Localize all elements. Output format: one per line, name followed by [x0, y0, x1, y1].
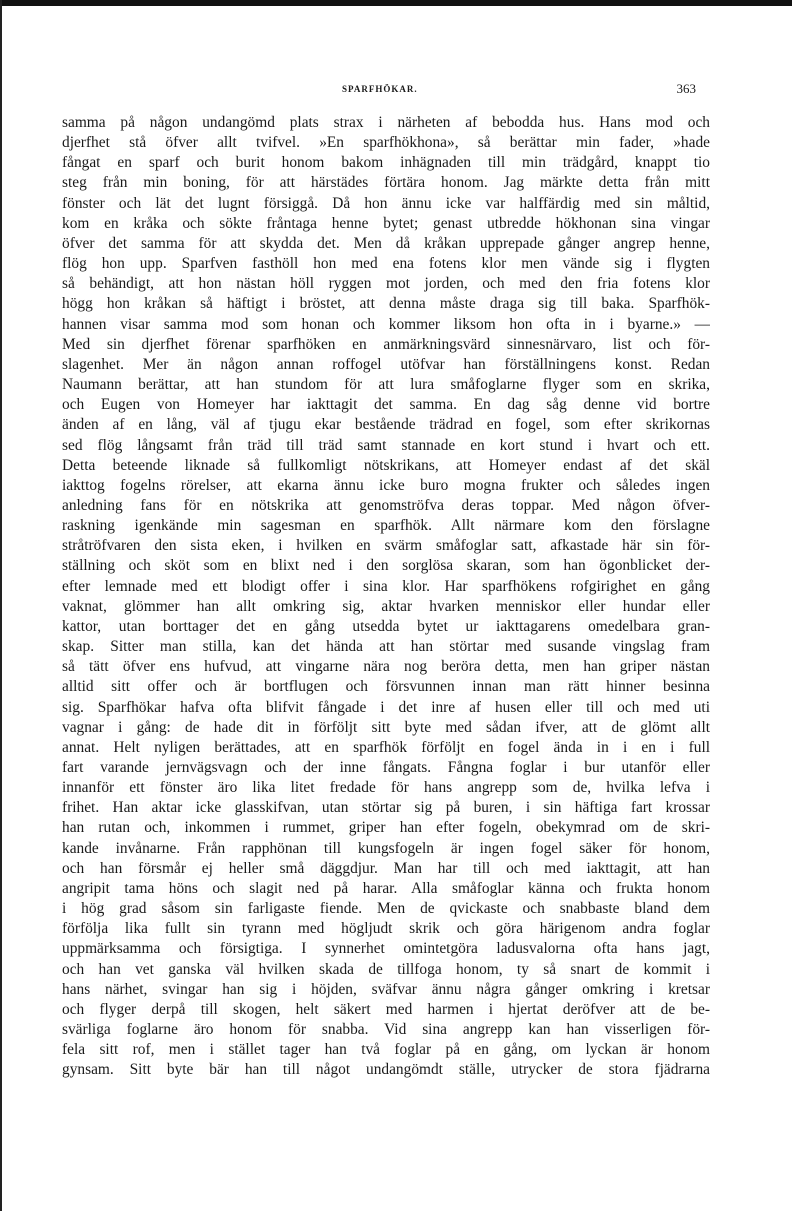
text-line: sed flög långsamt från träd till träd samt stannade en kort stund i hvart och ett.	[62, 436, 710, 454]
text-line: änden af en lång, väl af tjugu ekar bestående trädrad en fogel, som efter skrikornas	[62, 416, 710, 434]
text-line: kom en kråka och sökte fråntaga henne bytet; genast utbredde hökhonan sina vingar	[62, 214, 710, 232]
text-line: vaknat, glömmer han allt omkring sig, aktar hvarken menniskor eller hundar eller	[62, 597, 710, 615]
text-line: och han vet ganska väl hvilken skada de tillfoga honom, ty så snart de kommit i	[62, 960, 710, 978]
text-line: slagenhet. Mer än någon annan roffogel utöfvar han förställningens konst. Redan	[62, 355, 710, 373]
text-line: ställning och sköt som en blixt ned i den sorglösa skaran, som han ögonblicket der-	[62, 557, 710, 575]
text-line: gynsam. Sitt byte bär han till något undangömdt ställe, utrycker de stora fjädrarna	[62, 1061, 710, 1079]
text-line: anledning fans för en nötskrika att genomströfva deras toppar. Med någon öfver-	[62, 496, 710, 514]
page-number: 363	[676, 81, 696, 96]
text-line: vagnar i gång: de hade dit in förföljt sitt byte med sådan ifver, att de glömt allt	[62, 718, 710, 736]
text-line: steg från min boning, för att härstädes förtära honom. Jag märkte detta från mitt	[62, 174, 710, 192]
text-line: samma på någon undangömd plats strax i närheten af bebodda hus. Hans mod och	[62, 114, 710, 131]
text-line: fångat en sparf och burit honom bakom inhägnaden till min trädgård, knappt tio	[62, 154, 710, 172]
text-line: och han försmår ej heller små däggdjur. Man har till och med iakttagit, att han	[62, 859, 710, 877]
text-line: och flyger derpå till skogen, helt säkert med harmen i hjertat deröfver att de be-	[62, 1000, 710, 1018]
scan-left-edge	[0, 0, 2, 1211]
text-line: högg hon kråkan så häftigt i bröstet, att denna måste draga sig till baka. Sparfhök-	[62, 295, 710, 313]
text-line: fela sitt rof, men i stället tager han två foglar på en gång, om lyckan är honom	[62, 1041, 710, 1059]
text-line: kande invånarne. Från rapphönan till kungsfogeln är ingen fogel säker för honom,	[62, 839, 710, 857]
text-line: förfölja lika fullt sin tyrann med högljudt skrik och göra härigenom andra foglar	[62, 920, 710, 938]
text-line: sig. Sparfhökar hafva ofta blifvit fångade i det inre af husen eller till och med uti	[62, 698, 710, 716]
text-line: djerfhet stå öfver allt tvifvel. »En sparfhökhona», så berättar min fader, »hade	[62, 134, 710, 152]
text-line: stråtröfvaren den sista eken, i hvilken en svärm småfoglar satt, afkastade här sin för-	[62, 537, 710, 555]
text-line: Detta beteende liknade så fullkomligt nötskrikans, att Homeyer endast af det skäl	[62, 456, 710, 474]
text-line: uppmärksamma och försigtiga. I synnerhet omintetgöra ladusvalorna ofta hans jagt,	[62, 940, 710, 958]
text-line: svärliga foglarne äro honom för snabba. Vid sina angrepp kan han visserligen för-	[62, 1021, 710, 1039]
text-line: Naumann berättar, att han stundom för att lura småfoglarne flyger som en skrika,	[62, 376, 710, 394]
text-line: flög hon upp. Sparfven fasthöll hon med ena fotens klor men vände sig i flygten	[62, 255, 710, 273]
text-line: och Eugen von Homeyer har iakttagit det samma. En dag såg denne vid bortre	[62, 396, 710, 414]
text-line: kattor, utan borttager det en gång utsedda bytet ur iakttagarens omedelbara gran-	[62, 617, 710, 635]
body-text	[62, 113, 710, 1081]
running-title: SPARFHÖKAR.	[342, 84, 418, 94]
text-line: iakttog fogelns rörelser, att ekarna ännu icke buro mogna frukter och således ingen	[62, 476, 710, 494]
text-line: så tätt öfver ens hufvud, att vingarne nära nog beröra detta, men han griper nästan	[62, 658, 710, 676]
text-line: hannen visar samma mod som honan och kommer liksom hon ofta in i byarne.» —	[62, 315, 710, 333]
text-line: han rutan och, inkommen i rummet, griper han efter fogeln, obekymrad om de skri-	[62, 819, 710, 837]
text-line: i hög grad såsom sin farligaste fiende. Men de qvickaste och snabbaste bland dem	[62, 900, 710, 918]
text-line: hans närhet, svingar han sig i höjden, sväfvar ännu några gånger omkring i kretsar	[62, 980, 710, 998]
scan-top-edge	[0, 0, 792, 6]
text-line: fart varande jernvägsvagn och der inne fångats. Fångna foglar i bur utanför eller	[62, 759, 710, 776]
text-line: annat. Helt nyligen berättades, att en sparfhök förföljt en fogel ända in i en i full	[62, 738, 710, 756]
text-line: så behändigt, att hon nästan höll ryggen mot jorden, och med den fria fotens klor	[62, 275, 710, 293]
text-line: fönster och lät det lugnt försiggå. Då hon ännu icke var halffärdig med sin måltid,	[62, 194, 710, 212]
text-line: Med sin djerfhet förenar sparfhöken en anmärkningsvärd sinnesnärvaro, list och för-	[62, 335, 710, 353]
text-line: skap. Sitter man stilla, kan det hända att han störtar med susande vingslag fram	[62, 638, 710, 656]
text-line: alltid sitt offer och är bortflugen och försvunnen innan man rätt hinner besinna	[62, 678, 710, 696]
text-line: öfver det samma för att skydda det. Men då kråkan upprepade gånger angrep henne,	[62, 234, 710, 252]
text-line: angripit tama höns och slagit ned på harar. Alla småfoglar känna och frukta honom	[62, 879, 710, 897]
text-line: raskning igenkände min sagesman en sparfhök. Allt närmare kom den förslagne	[62, 517, 710, 535]
text-line: efter lemnade med ett blodigt offer i sina klor. Har sparfhökens rofgirighet en gång	[62, 577, 710, 595]
text-line: frihet. Han aktar icke glasskifvan, utan störtar sig på buren, i sin häftiga fart krossar	[62, 799, 710, 817]
text-line: innanför ett fönster äro lika litet fredade för hans angrepp som de, hvilka lefva i	[62, 779, 710, 797]
